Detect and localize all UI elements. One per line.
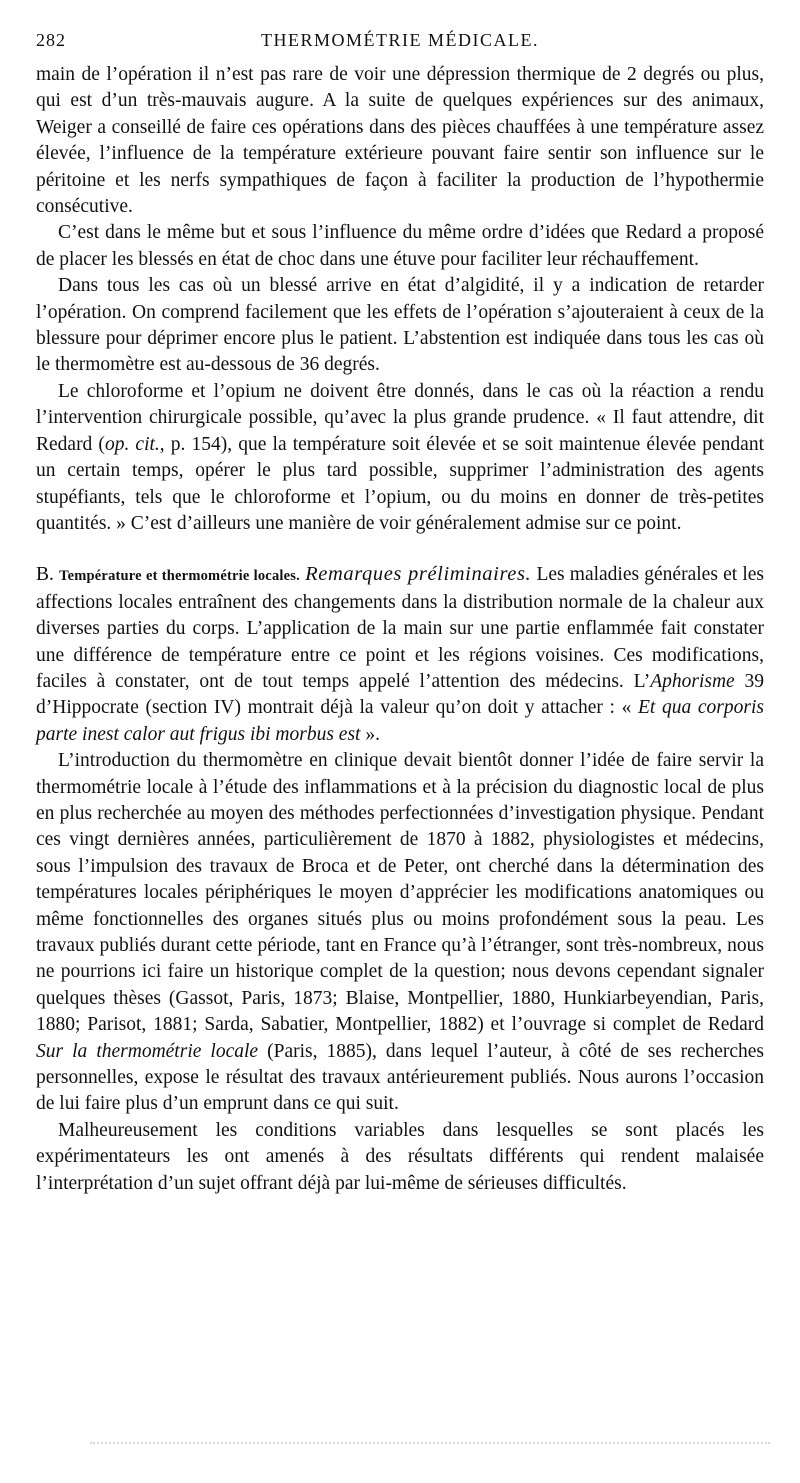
- bleed-through-trace: [90, 1442, 770, 1447]
- aphorism-word: Aphorisme: [650, 670, 735, 692]
- paragraph-3: Dans tous les cas où un blessé arrive en état d’algidité, il y a indication de retarder l’opération. On comprend facilement que les effets de l’opération s’ajouteraient à ceux de la blessure pour déprimer encore plus le patient. L’abstention est indiquée dans tous les cas où le thermomètre est au-dessous de 36 degrés.: [36, 275, 764, 376]
- paragraph-6: [36, 748, 764, 1118]
- running-head: [36, 30, 764, 62]
- paragraph-1: main de l’opération il n’est pas rare de voir une dépression thermique de 2 degrés ou plus, qui est d’un très-mauvais augure. A la suite de quelques expériences sur des animaux, Weiger a conseillé de faire ces opérations dans des pièces chauffées à une température assez élevée, l’influence de la température extérieure pouvant faire sentir son influence sur le péritoine et les nerfs sympathiques de façon à faciliter la production de l’hypothermie consécutive.: [36, 64, 764, 218]
- book-title: Sur la thermométrie locale: [36, 1040, 259, 1062]
- document-page: [36, 30, 764, 1197]
- section-b-paragraph: [36, 561, 764, 748]
- latin-quote: Et qua corporis parte inest calor aut frigus ibi morbus est: [36, 697, 764, 745]
- section-letter: B.: [36, 564, 54, 586]
- paragraph-2: C’est dans le même but et sous l’influence du même ordre d’idées que Redard a proposé de placer les blessés en état de choc dans une étuve pour faciliter leur réchauffement.: [36, 222, 764, 270]
- section-b-text-c: ».: [360, 723, 380, 745]
- paragraph-6-text-b: (Paris, 1885), dans lequel l’auteur, à côté de ses recherches personnelles, expose le résultat des travaux antérieurement publiés. Nous aurons l’occasion de lui faire plus d’un emprunt dans ce qui suit.: [36, 1040, 765, 1115]
- paragraph-6-text-a: L’introduction du thermomètre en clinique devait bientôt donner l’idée de faire servir la thermométrie locale à l’étude des inflammations et à la précision du diagnostic local de plus en plus recherchée au moyen des méthodes perfectionnées d’investigation physique. Pendant ces vingt dernières années, particulièrement de 1870 à 1882, physiologistes et médecins, sous l’impulsion des travaux de Broca et de Peter, ont cherché dans la détermination des températures locales périphériques le moyen d’apprécier les modifications anatomiques ou même fonctionnelles des organes situés plus ou moins profondément sous la peau. Les travaux publiés durant cette période, tant en France qu’à l’étranger, sont très-nombreux, nous ne pourrions ici faire un historique complet de la question; nous devons cependant signaler quelques thèses (Gassot, Paris, 1873; Blaise, Montpellier, 1880, Hunkiarbeyendian, Paris, 1880; Parisot, 1881; Sarda, Sabatier, Montpellier, 1882) et l’ouvrage si complet de Redard: [36, 750, 764, 1036]
- section-b-text-a: Les maladies générales et les affections locales entraînent des changements dans la distribution normale de la chaleur aux diverses parties du corps. L’application de la main sur une partie enflammée fait constater une différence de température entre ce point et les régions voisines. Ces modifications, faciles à constater, ont de tout temps appelé l’attention des médecins. L’: [36, 564, 765, 692]
- running-title: THERMOMÉTRIE MÉDICALE.: [261, 30, 539, 50]
- paragraph-4: [36, 379, 764, 537]
- citation-op-cit: op. cit.: [104, 433, 160, 455]
- paragraph-4-text-a: Le chloroforme et l’opium ne doivent être donnés, dans le cas où la réaction a rendu l’intervention chirurgicale possible, qu’avec la plus grande prudence. « Il faut attendre, dit Redard (: [36, 380, 764, 455]
- section-subtitle: Remarques préliminaires.: [305, 563, 532, 586]
- section-b-text-b: 39 d’Hippocrate (section IV) montrait déjà la valeur qu’on doit y attacher : «: [36, 670, 765, 719]
- section-title: Température et thermométrie locales.: [59, 568, 300, 585]
- paragraph-7: Malheureusement les conditions variables dans lesquelles se sont placés les expérimentateurs les ont amenés à des résultats différents qui rendent malaisée l’interprétation d’un sujet offrant déjà par lui-même de sérieuses difficultés.: [36, 1119, 764, 1194]
- page-number: 282: [36, 30, 66, 50]
- paragraph-4-text-b: , p. 154), que la température soit élevée et se soit maintenue élevée pendant un certain temps, opérer le plus tard possible, supprimer l’administration des agents stupéfiants, tels que le chloroforme et l’opium, ou du moins en donner de très-petites quantités. » C’est d’ailleurs une manière de voir généralement admise sur ce point.: [36, 433, 764, 534]
